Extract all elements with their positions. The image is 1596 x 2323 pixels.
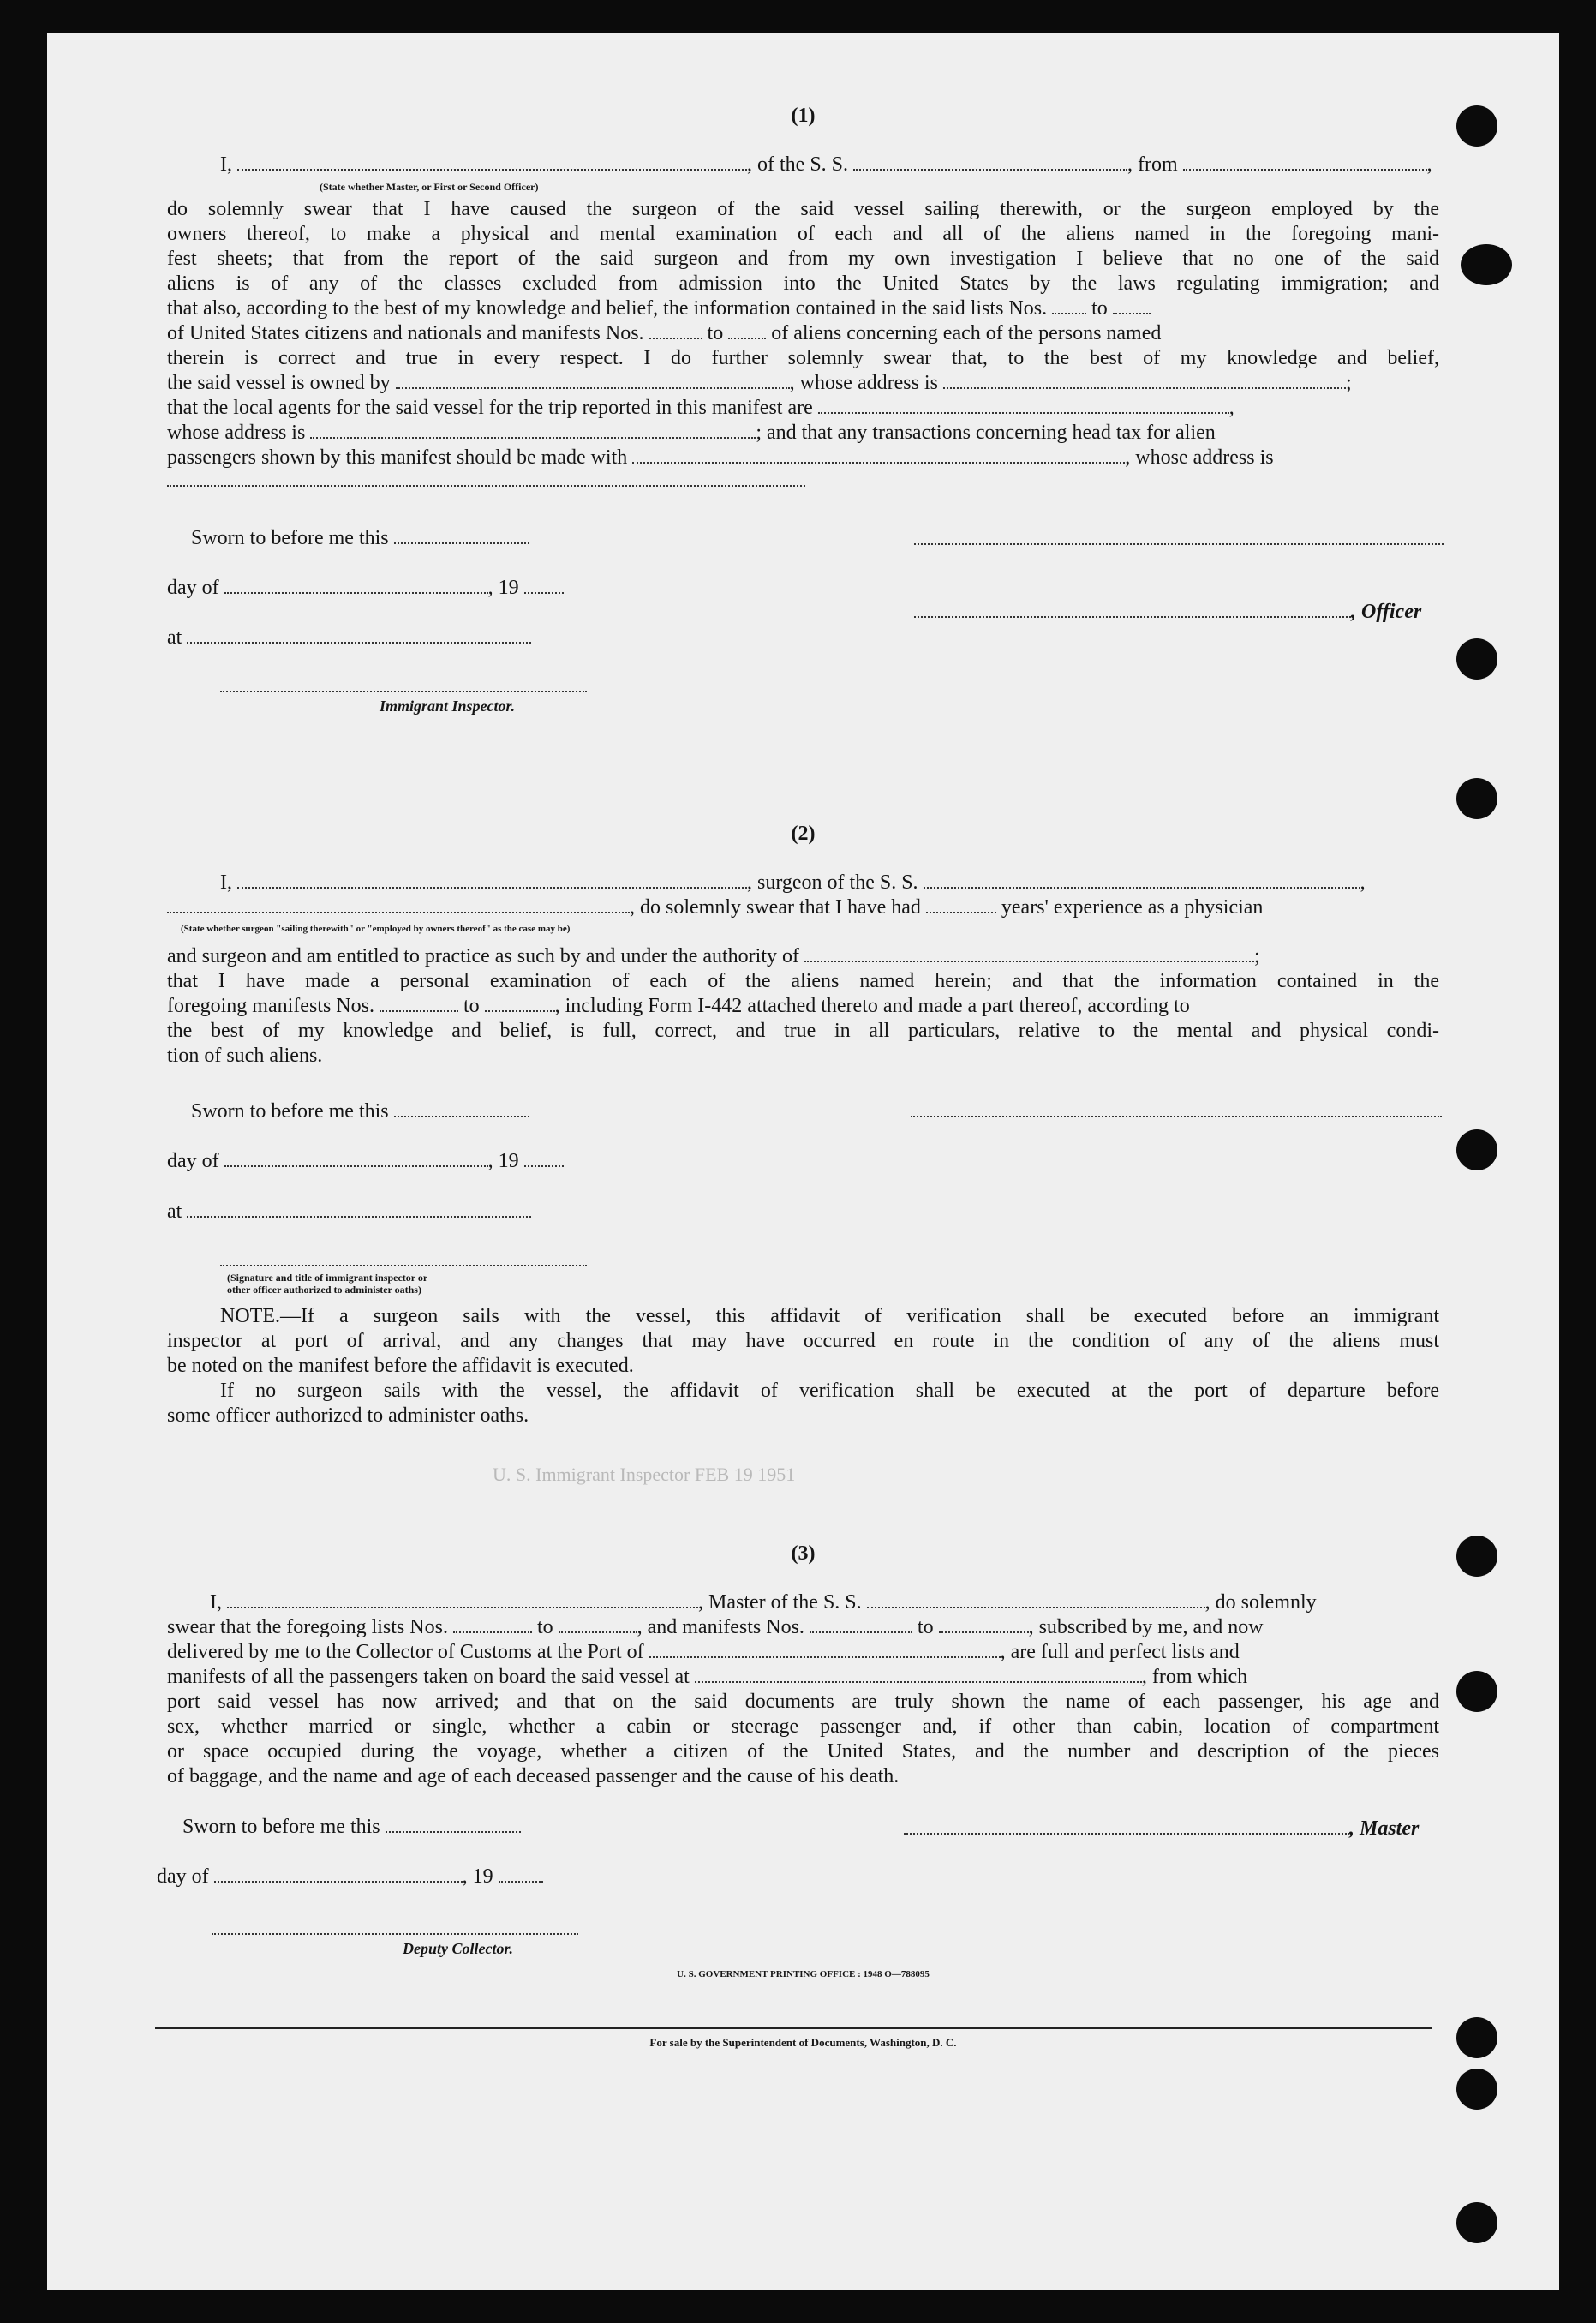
form-page <box>47 33 1559 2290</box>
s3-manifests-to-field[interactable] <box>939 1616 1029 1633</box>
s2-month-field[interactable] <box>224 1150 488 1167</box>
s2-line-7: tion of such aliens. <box>167 1045 323 1067</box>
s2-line-1: I, , surgeon of the S. S. , <box>220 871 1366 894</box>
s1-manifests-line: of United States citizens and nationals and manifests Nos. to of aliens concerning each of the persons named <box>167 322 1162 344</box>
s2-surgeon-signature-line[interactable] <box>911 1116 1442 1117</box>
s3-para-line-1: port said vessel has now arrived; and that on the said documents are truly shown the name of each passenger, his age and <box>167 1691 1439 1713</box>
s1-at-line: at <box>167 626 1439 650</box>
s3-year-field[interactable] <box>499 1865 543 1883</box>
s3-lists-to-field[interactable] <box>559 1616 637 1633</box>
s1-para-line-1: do solemnly swear that I have caused the surgeon of the said vessel sailing therewith, or the surgeon employed by the <box>167 198 1439 220</box>
s2-note-line-1: NOTE.—If a surgeon sails with the vessel, this affidavit of verification shall be executed before an immigrant <box>220 1305 1439 1327</box>
binder-hole <box>1456 2069 1497 2110</box>
s1-line-8: therein is correct and true in every respect. I do further solemnly swear that, to the best of my knowledge and belief, <box>167 347 1439 369</box>
s2-status-caption: (State whether surgeon "sailing therewith" or "employed by owners thereof" as the case may be) <box>181 924 571 934</box>
s2-manifests-from-field[interactable] <box>380 995 458 1012</box>
s3-collector-signature-line[interactable] <box>212 1933 578 1935</box>
s1-para-line-4: aliens is of any of the classes excluded from admission into the United States by the laws regulating immigration; and <box>167 272 1439 295</box>
s1-agents-line: that the local agents for the said vessel for the trip reported in this manifest are , <box>167 397 1234 419</box>
s1-month-field[interactable] <box>224 577 488 594</box>
s2-manifests-to-field[interactable] <box>485 995 555 1012</box>
s1-line-1: I, , of the S. S. , from , <box>220 153 1432 176</box>
s2-sworn-line: Sworn to before me this <box>167 1099 1439 1124</box>
s1-para-line-3: fest sheets; that from the report of the said surgeon and from my own investigation I believe that no one of the said <box>167 248 1439 270</box>
s3-para-line-2: sex, whether married or single, whether a cabin or steerage passenger and, if other than cabin, location of compartment <box>167 1715 1439 1738</box>
lists-from-field[interactable] <box>1052 297 1086 314</box>
section-3-heading: (3) <box>791 1542 816 1565</box>
surgeon-name-field[interactable] <box>237 871 747 889</box>
lists-to-field[interactable] <box>1113 297 1151 314</box>
s3-line-1: I, , Master of the S. S. , do solemnly <box>210 1591 1317 1614</box>
years-experience-field[interactable] <box>926 896 996 913</box>
deputy-collector-label: Deputy Collector. <box>403 1940 513 1957</box>
s2-at-line: at <box>167 1200 1439 1224</box>
s1-sworn-date-field[interactable] <box>394 527 529 544</box>
s3-line-3: delivered by me to the Collector of Customs at the Port of , are full and perfect lists and <box>167 1641 1240 1663</box>
owner-address-field[interactable] <box>943 372 1346 389</box>
manifests-from-field[interactable] <box>649 322 702 339</box>
s2-inspector-signature-line[interactable] <box>220 1265 587 1266</box>
s2-line-6: the best of my knowledge and belief, is full, correct, and true in all particulars, relative to the mental and physical condi- <box>167 1020 1439 1042</box>
s2-note-line-3: be noted on the manifest before the affidavit is executed. <box>167 1355 634 1377</box>
binder-hole <box>1456 1536 1497 1577</box>
s3-line-2: swear that the foregoing lists Nos. to , and manifests Nos. to , subscribed by me, and now <box>167 1616 1264 1638</box>
binder-hole <box>1456 2017 1497 2058</box>
s3-month-field[interactable] <box>214 1865 463 1883</box>
s3-line-4: manifests of all the passengers taken on board the said vessel at , from which <box>167 1666 1248 1688</box>
section-1-heading: (1) <box>791 105 816 127</box>
s2-year-field[interactable] <box>524 1150 564 1167</box>
s1-owner-line: the said vessel is owned by , whose address is ; <box>167 372 1352 394</box>
s3-vessel-field[interactable] <box>867 1591 1205 1608</box>
practice-authority-field[interactable] <box>804 945 1254 962</box>
binder-hole <box>1456 105 1497 147</box>
s2-line-2: , do solemnly swear that I have had years' experience as a physician <box>167 895 1439 920</box>
s1-year-field[interactable] <box>524 577 564 594</box>
s1-dayof-line: day of , 19 <box>167 576 1439 601</box>
gpo-imprint: U. S. GOVERNMENT PRINTING OFFICE : 1948 O—788095 <box>677 1969 930 1979</box>
s3-lists-from-field[interactable] <box>453 1616 532 1633</box>
departure-port-field[interactable] <box>1183 153 1427 171</box>
boarding-port-field[interactable] <box>695 1666 1142 1683</box>
master-name-field[interactable] <box>227 1591 698 1608</box>
s2-line-4: that I have made a personal examination of each of the aliens named herein; and that the information contained in the <box>167 970 1439 992</box>
binder-hole <box>1456 778 1497 819</box>
s3-master-signature-line[interactable] <box>904 1817 1349 1835</box>
s2-note-line-5: some officer authorized to administer oaths. <box>167 1404 529 1427</box>
s1-sworn-line: Sworn to before me this <box>167 526 1439 551</box>
vessel-name-field[interactable] <box>853 153 1127 171</box>
s2-authority-line: and surgeon and am entitled to practice as such by and under the authority of ; <box>167 945 1260 967</box>
s3-sworn-date-field[interactable] <box>386 1816 521 1833</box>
s2-manifests-line: foregoing manifests Nos. to , including Form I-442 attached thereto and made a part thereof, according to <box>167 995 1190 1017</box>
s1-officer-signature-line[interactable] <box>914 543 1444 545</box>
s3-sworn-line: Sworn to before me this <box>167 1815 1439 1840</box>
s1-agents-address-line: whose address is ; and that any transactions concerning head tax for alien <box>167 422 1216 444</box>
inspector-date-stamp: U. S. Immigrant Inspector FEB 19 1951 <box>493 1464 796 1485</box>
section-2-heading: (2) <box>791 823 816 845</box>
sale-notice: For sale by the Superintendent of Documents, Washington, D. C. <box>649 2036 957 2049</box>
binder-hole <box>1456 1671 1497 1712</box>
s3-dayof-line: day of , 19 <box>167 1865 1439 1889</box>
surgeon-status-field[interactable] <box>167 896 630 913</box>
s2-note-line-2: inspector at port of arrival, and any changes that may have occurred en route in the condition of any of the aliens must <box>167 1330 1439 1352</box>
s1-officer-field[interactable] <box>914 601 1351 618</box>
s3-para-line-3: or space occupied during the voyage, whether a citizen of the United States, and the number and description of the pieces <box>167 1740 1439 1763</box>
headtax-address-field[interactable] <box>167 485 805 487</box>
s2-sworn-date-field[interactable] <box>394 1100 529 1117</box>
s1-para-line-2: owners thereof, to make a physical and mental examination of each and all of the aliens named in the foregoing mani- <box>167 223 1439 245</box>
s3-line-8: of baggage, and the name and age of each deceased passenger and the cause of his death. <box>167 1765 900 1787</box>
s1-lists-line: that also, according to the best of my knowledge and belief, the information contained in the said lists Nos. to <box>167 296 1439 321</box>
s3-master-line: , Master <box>904 1817 1444 1841</box>
s2-at-field[interactable] <box>187 1200 531 1218</box>
binder-hole <box>1461 244 1512 285</box>
s1-headtax-line: passengers shown by this manifest should be made with , whose address is <box>167 446 1274 469</box>
s2-sig-caption-1: (Signature and title of immigrant inspector or <box>227 1272 428 1284</box>
agents-address-field[interactable] <box>310 422 756 439</box>
immigrant-inspector-label: Immigrant Inspector. <box>380 697 516 715</box>
s2-sig-caption-2: other officer authorized to administer oaths) <box>227 1284 421 1296</box>
s1-officer-line: , Officer <box>914 600 1445 625</box>
s2-note-line-4: If no surgeon sails with the vessel, the affidavit of verification shall be executed at the port of departure before <box>220 1380 1439 1402</box>
s1-inspector-signature-line[interactable] <box>220 691 587 692</box>
s1-at-field[interactable] <box>187 626 531 644</box>
owner-field[interactable] <box>396 372 790 389</box>
footer-rule <box>155 2027 1432 2029</box>
manifests-to-field[interactable] <box>728 322 766 339</box>
headtax-contact-field[interactable] <box>632 446 1125 464</box>
officer-rank-field[interactable] <box>237 153 747 171</box>
s1-rank-caption: (State whether Master, or First or Second Officer) <box>320 181 539 193</box>
binder-hole <box>1456 2202 1497 2243</box>
s2-dayof-line: day of , 19 <box>167 1149 1439 1174</box>
binder-hole <box>1456 1129 1497 1170</box>
binder-hole <box>1456 638 1497 680</box>
s2-vessel-field[interactable] <box>924 871 1360 889</box>
s3-manifests-from-field[interactable] <box>810 1616 912 1633</box>
customs-port-field[interactable] <box>649 1641 1001 1658</box>
agents-field[interactable] <box>818 397 1229 414</box>
